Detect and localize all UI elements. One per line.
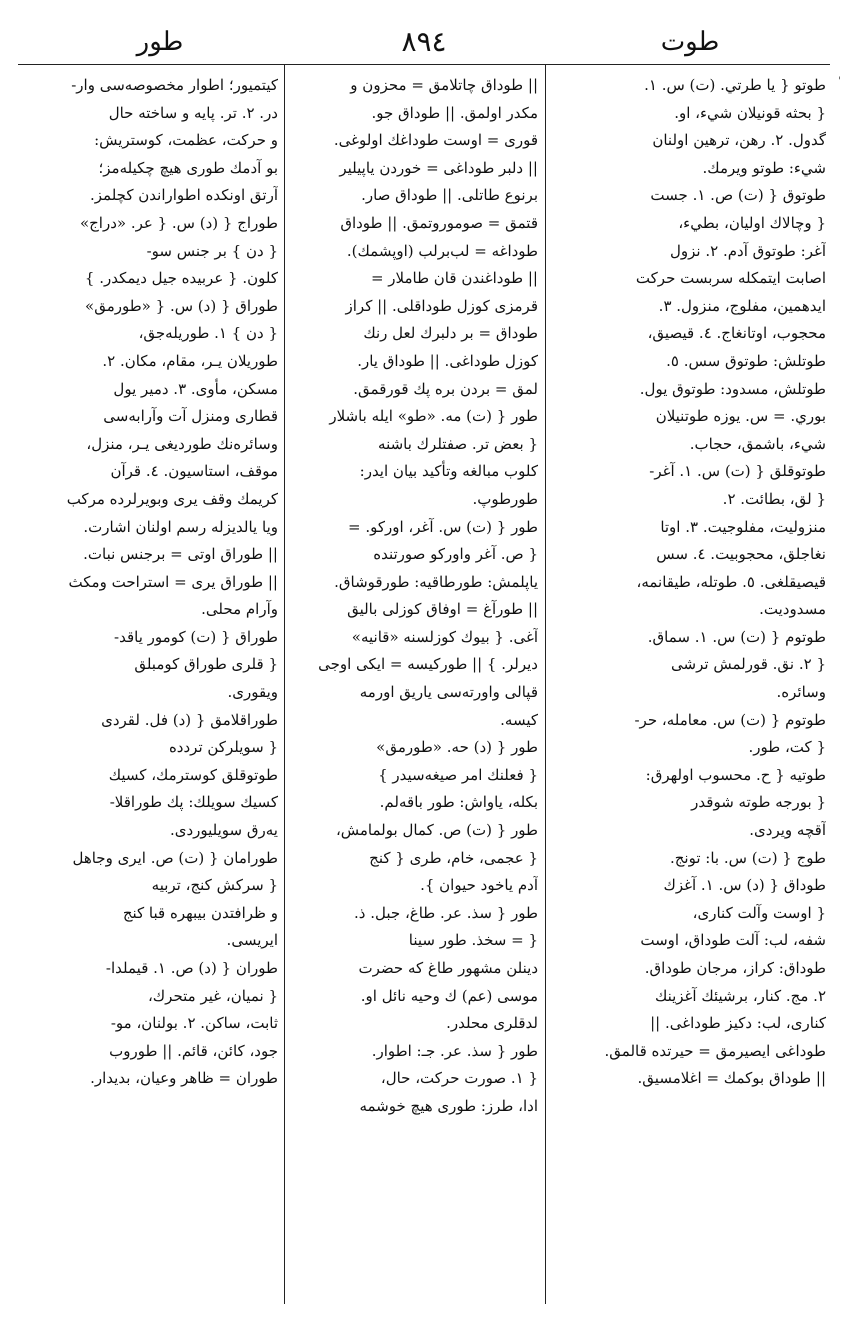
text-line: قيصيقلغى. ٥. طوتله، طيقانمه، <box>636 572 826 591</box>
text-line: ثابت، ساكن. ٢. بولنان، مو- <box>110 1014 278 1033</box>
text-line: طوداغى ايصيرمق = حيرتده قالمق. <box>604 1041 826 1060</box>
text-line: بو آدمك طورى هيچ چكيله‌مز؛ <box>98 158 278 177</box>
text-line: طوراق { (ت) كومور ياقد- <box>114 627 278 646</box>
text-line: آغر: طوتوق آدم. ٢. نزول <box>669 241 826 260</box>
text-line: { قلرى طوراق كومبلق <box>134 655 278 674</box>
text-line: مسدوديت. <box>759 600 826 619</box>
header-rule <box>18 64 830 65</box>
text-line: قپالى واورته‌سى ياريق اورمه <box>359 683 538 702</box>
text-line: { بحثه قونيلان شيء، او. <box>674 103 826 122</box>
column-divider-right <box>545 64 546 1304</box>
text-line: طورامان { (ت) ص. ايرى وجاهل <box>72 848 278 867</box>
text-line: قرمزى كوزل طوداقلى. || كراز <box>345 296 538 315</box>
text-line: دينلن مشهور طاغ كه حضرت <box>358 959 538 977</box>
text-line: منزوليت، مفلوجيت. ٣. اوتا <box>660 517 826 536</box>
text-line: طور { سذ. عر. جـ: اطوار. <box>371 1041 538 1060</box>
text-line: || طوداق چاتلامق = محزون و <box>350 76 538 94</box>
text-line: { كت، طور. <box>748 738 826 757</box>
text-line: { لق، بطائت. ٢. <box>722 489 826 508</box>
column-left <box>22 72 278 1304</box>
text-line: طوج { (ت) س. با: تونج. <box>669 848 826 867</box>
text-line: طوران { (د) ص. ١. قيملدا- <box>105 959 278 977</box>
text-line: || طوداغندن قان طاملار = <box>370 269 538 288</box>
text-line: طوران = ظاهر وعيان، بديدار. <box>90 1069 278 1088</box>
text-line: { سركش كنج، تربيه <box>151 876 278 895</box>
text-line: آدم ياخود حيوان }. <box>420 876 538 895</box>
text-line: طوتوق { (ت) ص. ١. جست <box>650 186 826 205</box>
text-line: { = سخذ. طور سينا <box>408 931 538 950</box>
text-line: { ص. آغر واوركو صورتنده <box>373 545 538 564</box>
text-line: برنوع طاتلى. || طوداق صار. <box>361 186 538 205</box>
text-line: مكدر اولمق. || طوداق جو. <box>371 103 538 122</box>
text-line: طوتوقلق كوسترمك، كسيك <box>108 765 278 784</box>
text-line: { اوست وآلت كنارى، <box>692 903 826 922</box>
text-line: ايدهمين، مفلوج، منزول. ٣. <box>658 296 826 315</box>
text-line: ياپلمش: طورطاقيه: طورقوشاق. <box>334 572 538 591</box>
text-line: طوتو { يا طرتي. (ت) س. ١. <box>644 76 826 94</box>
text-line: جود، كائن، قائم. || طوروب <box>109 1041 278 1060</box>
text-line: بوري. = س. يوزه طوتنيلان <box>655 407 826 426</box>
text-line: كريمك وقف يرى وبويرلرده مركب <box>66 489 278 508</box>
text-line: طور { (ت) ص. كمال بولمامش، <box>335 821 538 840</box>
text-line: لدقلرى محلدر. <box>446 1014 538 1033</box>
text-line: طوتيه { ح. محسوب اولهرق: <box>645 765 826 784</box>
text-line: محجوب، اوتانغاج. ٤. قيصيق، <box>647 324 826 343</box>
text-line: طوتلش: طوتوق سس. ٥. <box>666 351 826 370</box>
text-line: طوريلان يـر، مقام، مكان. ٢. <box>102 351 278 370</box>
text-line: نغاجلق، محجوبيت. ٤. سس <box>656 545 826 564</box>
text-line: طوتوقلق { (ت) س. ١. آغر- <box>649 462 826 481</box>
text-line: { بعض تر. صفتلرك باشنه <box>378 434 538 453</box>
text-line: و حركت، عظمت، كوستريش: <box>94 131 278 150</box>
text-line: { سويلركن تردده <box>168 738 278 757</box>
text-line: ٢. مج. كنار، برشيئك آغزينك <box>654 986 826 1005</box>
text-line: اصابت ايتمكله سربست حركت <box>635 269 826 288</box>
text-line: || طوداق بوكمك = اغلامسيق. <box>637 1069 826 1088</box>
text-line: وآرام محلى. <box>201 600 278 619</box>
text-line: شفه، لب: آلت طوداق، اوست <box>640 931 826 950</box>
text-line: يه‌رق سويليوردى. <box>169 821 278 840</box>
text-line: || دلبر طوداغى = خوردن ياپيلير <box>339 158 538 177</box>
text-line: { وچالاك اوليان، بطيء، <box>678 213 826 232</box>
text-line: طوداق { (د) س. ١. آغزك <box>663 876 826 895</box>
text-line: طور { (د) حه. «طورمق» <box>376 738 538 757</box>
text-line: طوداق = بر دلبرك لعل رنك <box>363 324 538 343</box>
page-number: ٨٩٤ <box>401 25 447 58</box>
column-right <box>554 72 826 1304</box>
text-line: گدول. ٢. رهن، ترهين اولنان <box>652 131 826 150</box>
text-line: { دن } بر جنس سو- <box>146 241 278 260</box>
text-line: وسائره. <box>776 683 826 702</box>
text-line: قتمق = صوموروتمق. || طوداق <box>340 213 538 232</box>
text-line: || طوراق اوتى = برجنس نبات. <box>83 545 278 564</box>
text-line: كلوب مبالغه وتأكيد بيان ايدر: <box>359 462 538 481</box>
text-line: طوتلش، مسدود: طوتوق يول. <box>639 379 826 398</box>
text-line: طور { (ت) س. آغر، اوركو. = <box>348 517 538 536</box>
text-line: ويا يالديزله رسم اولنان اشارت. <box>83 517 278 536</box>
text-line: { بورجه طوته شوقدر <box>691 793 826 812</box>
text-line: طوراقلامق { (د) فل. لقردى <box>101 710 278 729</box>
column-divider-left <box>284 64 285 1304</box>
text-line: طوداق: كراز، مرجان طوداق. <box>644 959 826 977</box>
text-line: { دن } ١. طوريله‌جق، <box>138 324 278 343</box>
text-line: طوتوم { (ت) س. معامله، حر- <box>634 710 826 729</box>
text-line: بكله، ياواش: طور باقه‌لم. <box>379 793 538 812</box>
text-line: كوزل طوداغى. || طوداق يار. <box>357 351 538 370</box>
text-line: موسى (عم) ك وحيه نائل او. <box>360 986 538 1005</box>
text-line: قطارى ومنزل آت وآرابه‌سى <box>103 407 278 426</box>
text-line: در. ٢. تر. پايه و ساخته حال <box>108 103 278 122</box>
text-line: كيتميور؛ اطوار مخصوصه‌سى وار- <box>71 76 278 94</box>
text-line: قوری = اوست طوداغك اولوغى. <box>333 131 538 150</box>
text-line: ديرلر. } || طوركيسه = ايكى اوجى <box>318 655 538 674</box>
text-line: آغى. { بيوك كوزلسنه «قانيه» <box>351 627 538 646</box>
text-line: كيسه. <box>500 710 538 729</box>
text-line: لمق = بردن بره پك قورقمق. <box>353 379 538 398</box>
text-line: ايريسى. <box>226 931 278 950</box>
text-line: و ظرافتدن بيبهره قبا كنج <box>122 903 278 922</box>
text-line: كلون. { عربيده جيل ديمكدر. } <box>84 269 278 288</box>
text-line: موقف، استاسيون. ٤. قرآن <box>110 462 278 481</box>
text-line: طوراق { (د) س. { «طورمق» <box>85 296 278 315</box>
text-line: طوداغه = لب‌برلب (اوپشمك). <box>346 241 538 260</box>
text-line: طور { سذ. عر. طاغ، جبل. ذ. <box>354 903 538 922</box>
text-line: || طوراق يرى = استراحت ومكث <box>68 572 278 591</box>
text-line: كنارى، لب: دكيز طوداغى. || <box>650 1014 826 1033</box>
text-line: آرتق اونكده اطواراندن كچلمز. <box>89 186 278 205</box>
text-line: شيء، باشمق، حجاب. <box>689 434 826 453</box>
text-line: وسائره‌نك طورديغى يـر، منزل، <box>86 434 278 453</box>
text-line: { ١. صورت حركت، حال، <box>380 1069 538 1088</box>
text-line: طوتوم { (ت) س. ١. سماق. <box>647 627 826 646</box>
header-left-guide-word: طور <box>136 27 184 57</box>
text-line: طوراج { (د) س. { عر. «دراج» <box>79 213 278 232</box>
text-line: شيء: طوتو ويرمك. <box>702 158 826 177</box>
text-line: { نميان، غير متحرك، <box>147 986 278 1005</box>
text-line: || طورآغ = اوفاق كوزلى باليق <box>347 600 538 619</box>
text-line: طورطوپ. <box>472 489 538 508</box>
corner-mark: ' <box>838 76 841 87</box>
column-middle <box>292 72 538 1304</box>
text-line: { عجمى، خام، طرى { كنج <box>369 848 538 867</box>
text-line: ويقورى. <box>227 683 278 702</box>
text-line: مسكن، مأوى. ٣. دمير يول <box>113 379 278 398</box>
header-right-guide-word: طوت <box>660 27 720 57</box>
text-line: آقچه ويردى. <box>749 821 826 840</box>
text-line: ادا، طرز: طورى هيچ خوشمه <box>359 1096 538 1115</box>
text-line: كسيك سويلك: پك طوراقلا- <box>109 793 278 812</box>
text-line: { ٢. نق. قورلمش ترشى <box>671 655 826 674</box>
text-line: طور { (ت) مه. «طو» ايله باشلار <box>329 407 538 426</box>
text-line: { فعلنك امر صيغه‌سيدر } <box>378 765 538 784</box>
